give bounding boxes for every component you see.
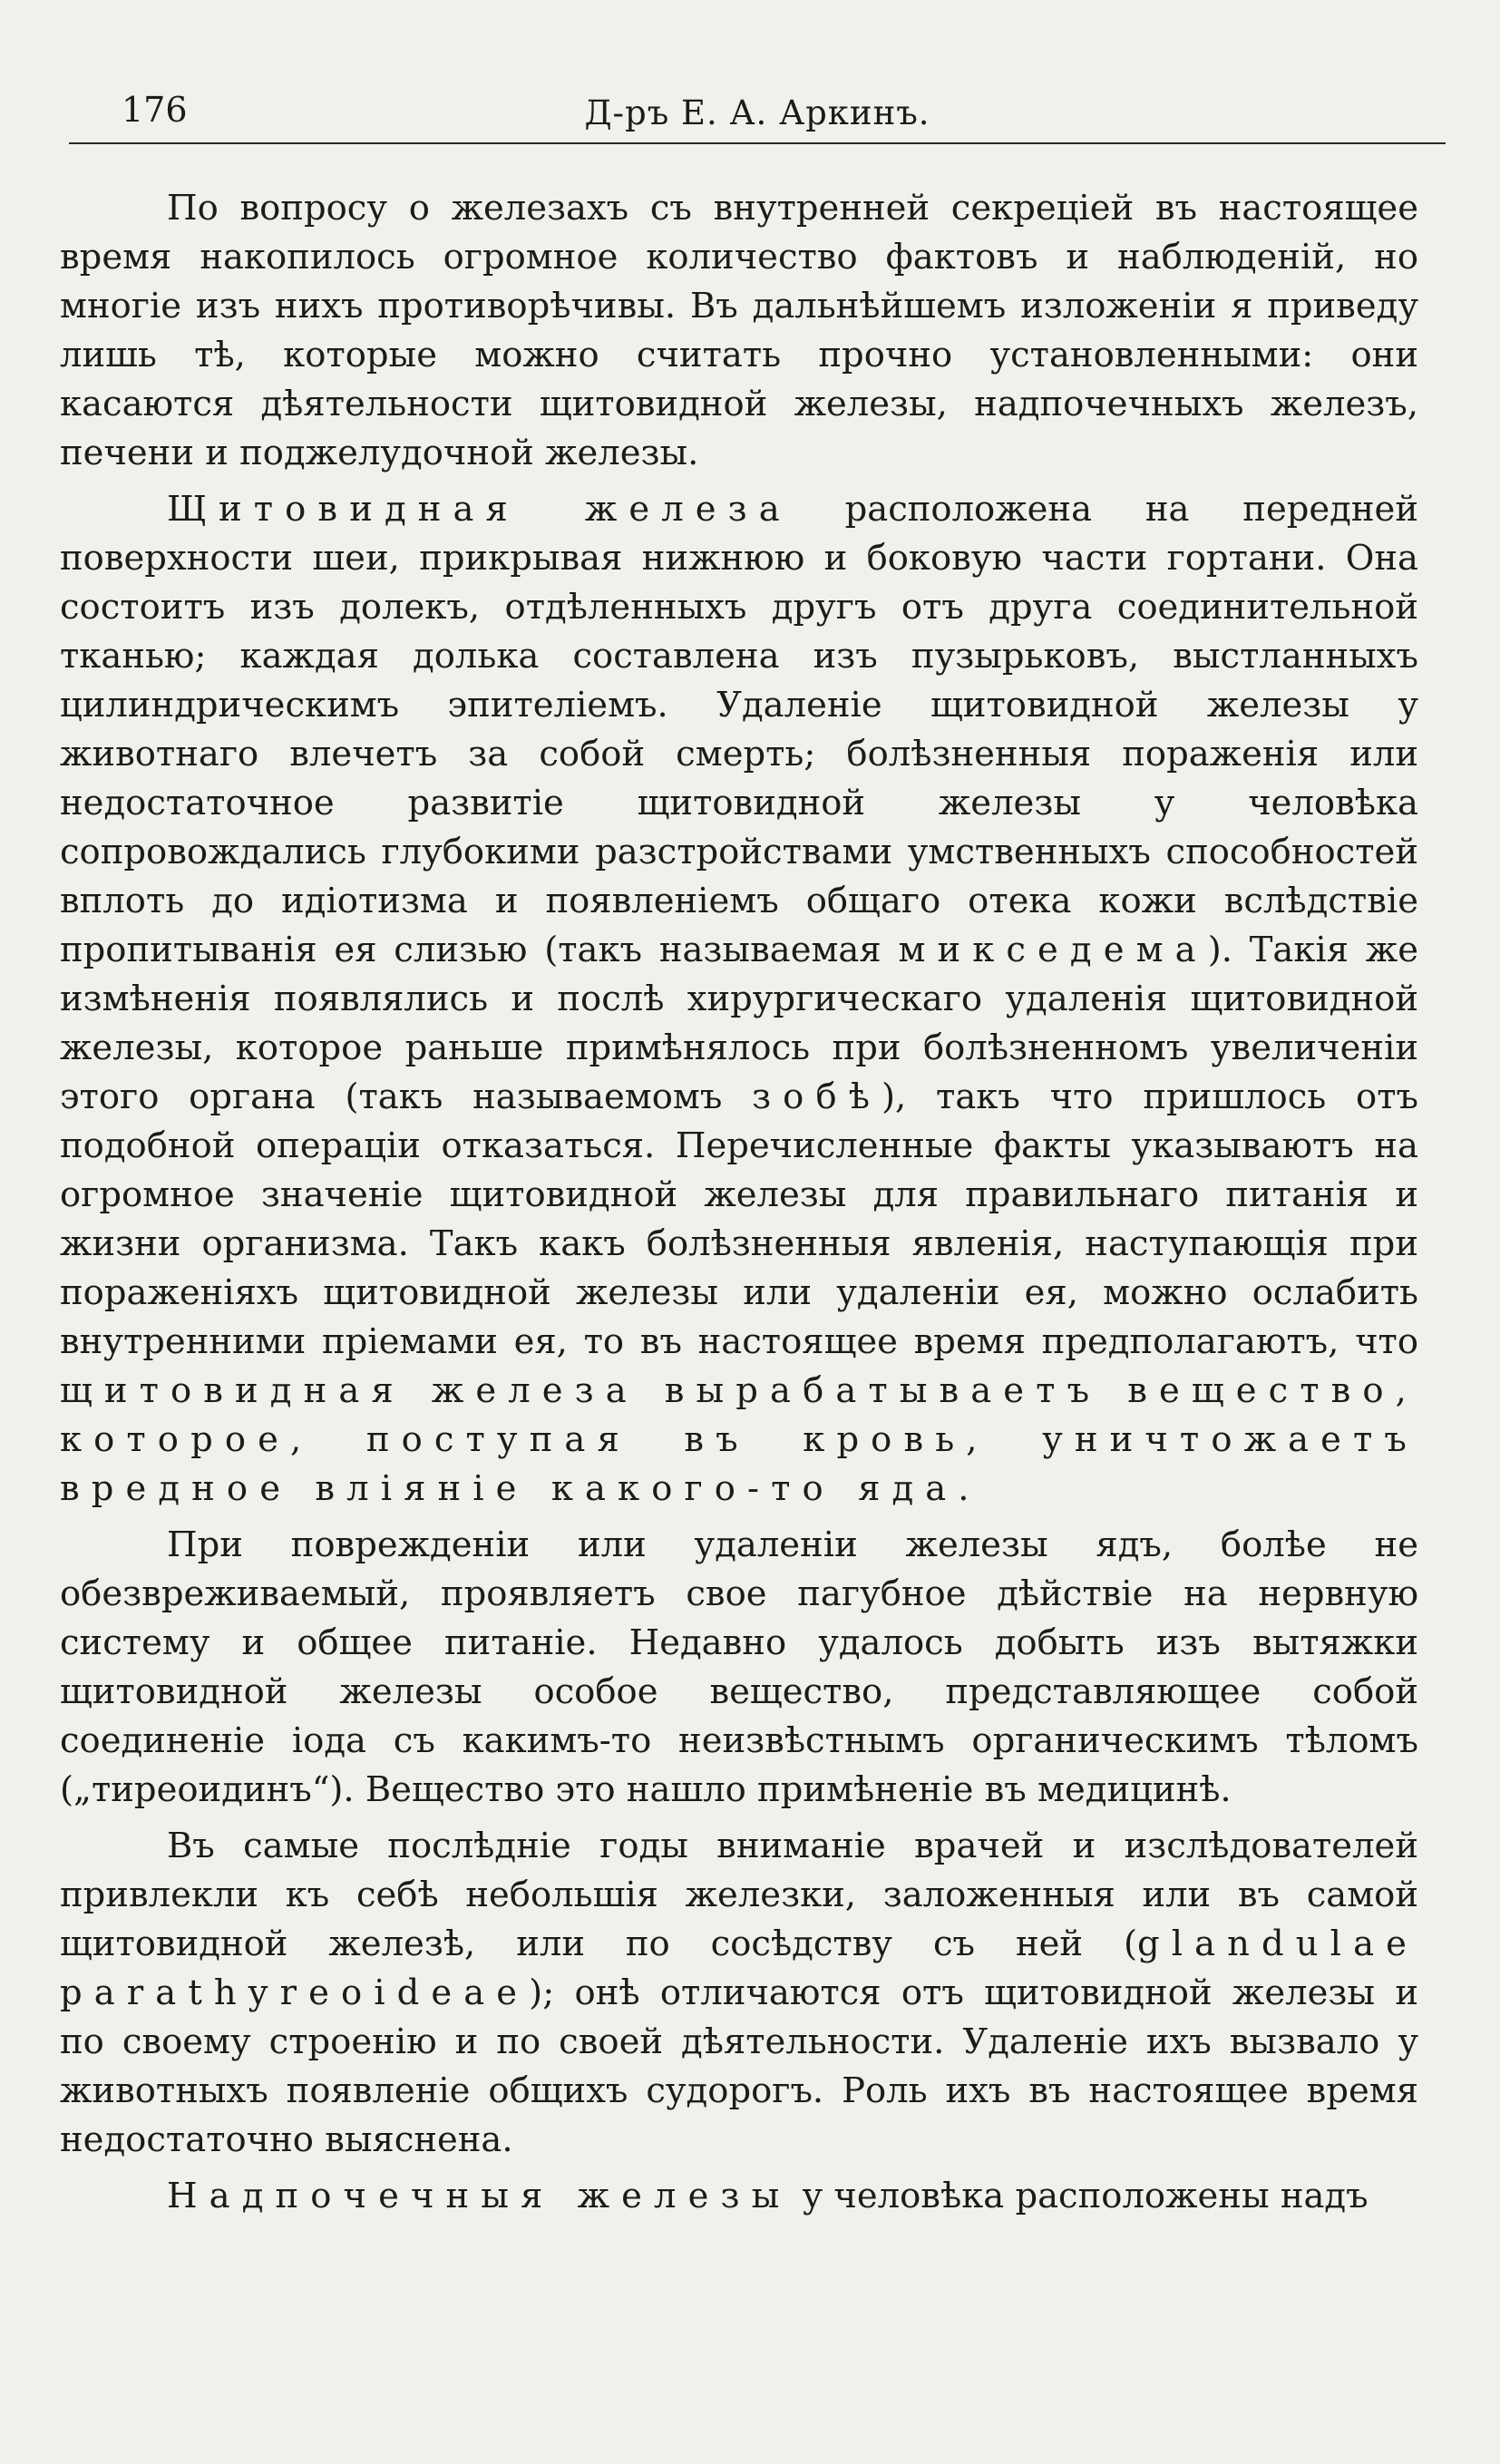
spaced-term: щитовидная железа вырабатываетъ вещество, которое, поступая въ кровь, уничтожаетъ вредное вліяніе какого-то яда [60, 1370, 1418, 1509]
paragraph-text: ), такъ что пришлось отъ подобной операціи отказаться. Перечисленные факты указываютъ на огромное значеніе щитовидной железы для правильнаго питанія и жизни организма. Такъ какъ болѣзненныя явленія, наступающія при пораженіяхъ щитовидной железы или удаленіи ея, можно ослабить внутренними пріемами ея, то въ настоящее время предполагаютъ, что [60, 1076, 1418, 1362]
paragraph-4 [60, 1822, 1418, 2165]
spaced-term: микседема [898, 930, 1208, 970]
paragraph-3 [60, 1521, 1418, 1815]
paragraph-2 [60, 485, 1418, 1514]
paragraph-text: расположена на передней поверхности шеи, прикрывая нижнюю и боковую части гортани. Она состоитъ изъ долекъ, отдѣленныхъ другъ отъ друга соединительной тканью; каждая долька составлена изъ пузырьковъ, выстланныхъ цилиндрическимъ эпителіемъ. Удаленіе щитовидной железы у животнаго влечетъ за собой смерть; болѣзненныя пораженія или недостаточное развитіе щитовидной железы у человѣка сопровождались глубокими разстройствами умственныхъ способностей вплоть до идіотизма и появленіемъ общаго отека кожи вслѣдствіе пропитыванія ея слизью (такъ называемая [60, 489, 1418, 970]
paragraph-text: . [958, 1468, 969, 1509]
paragraph-text: ). Такія же измѣненія появлялись и послѣ хирургическаго удаленія щитовидной железы, которое раньше примѣнялось при болѣзненномъ увеличеніи этого органа (такъ называемомъ [60, 930, 1419, 1117]
paragraph-1 [60, 184, 1418, 478]
page-header [69, 86, 1446, 144]
paragraph-text: ); онѣ отличаются отъ щитовидной железы и по своему строенію и по своей дѣятельности. Удаленіе ихъ вызвало у животныхъ появленіе общихъ судорогъ. Роль ихъ въ настоящее время недостаточно выяснена. [60, 1972, 1418, 2160]
paragraph-text: у человѣка расположены надъ [791, 2176, 1369, 2216]
paragraph-text: Въ самые послѣдніе годы вниманіе врачей и изслѣдователей привлекли къ себѣ небольшія железки, заложенныя или въ самой щитовидной железѣ, или по сосѣдству съ ней ( [60, 1826, 1418, 1964]
spaced-term: Щитовидная железа [167, 489, 792, 530]
paragraph-5 [60, 2172, 1418, 2221]
body-text [60, 184, 1418, 2221]
paragraph-text: По вопросу о железахъ съ внутренней секреціей въ настоящее время накопилось огромное количество фактовъ и наблюденій, но многіе изъ нихъ противорѣчивы. Въ дальнѣйшемъ изложеніи я приведу лишь тѣ, которые можно считать прочно установленными: они касаются дѣятельности щитовидной железы, надпочечныхъ железъ, печени и поджелудочной железы. [60, 188, 1418, 473]
spaced-term: зобѣ [752, 1076, 882, 1117]
running-title: Д-ръ Е. А. Аркинъ. [584, 93, 930, 132]
paragraph-text: При поврежденіи или удаленіи железы ядъ, болѣе не обезвреживаемый, проявляетъ свое пагубное дѣйствіе на нервную систему и общее питаніе. Недавно удалось добыть изъ вытяжки щитовидной железы особое вещество, представляющее собой соединеніе іода съ какимъ-то неизвѣстнымъ органическимъ тѣломъ („тиреоидинъ“). Вещество это нашло примѣненіе въ медицинѣ. [60, 1524, 1418, 1810]
spaced-term: Надпочечныя железы [167, 2176, 792, 2216]
spaced-term: glandulae parathyreoideae [60, 1923, 1418, 2013]
page-number: 176 [122, 90, 188, 130]
